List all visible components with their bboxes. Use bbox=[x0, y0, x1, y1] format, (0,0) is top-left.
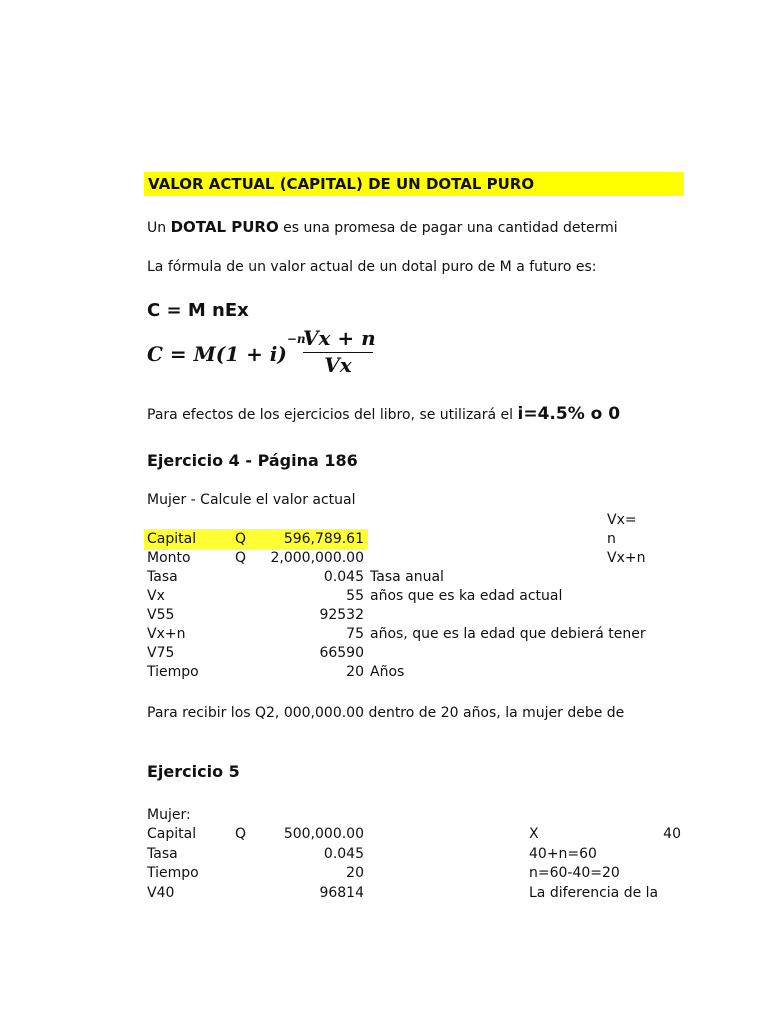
ejercicio4-row-note: Tasa anual bbox=[370, 569, 444, 585]
ejercicio4-side-1: Vx= bbox=[607, 512, 637, 528]
ejercicio4-row-note: Años bbox=[370, 664, 405, 680]
intro-prefix: Un bbox=[147, 220, 171, 236]
note-text: Para efectos de los ejercicios del libro, se utilizará el bbox=[147, 407, 518, 423]
ejercicio5-side-label: 40+n=60 bbox=[529, 845, 597, 862]
ejercicio4-row-currency: Q bbox=[235, 531, 247, 547]
ejercicio4-row-note: años, que es la edad que debierá tener bbox=[370, 626, 646, 642]
ejercicio5-side-value: 40 bbox=[663, 826, 681, 842]
ejercicio4-row-value: 0.045 bbox=[323, 569, 364, 585]
title-banner bbox=[144, 172, 684, 196]
ejercicio4-row-label: V75 bbox=[147, 645, 175, 661]
ejercicio4-row-value: 75 bbox=[346, 626, 364, 642]
ejercicio5-row-value: 20 bbox=[346, 865, 364, 881]
formula-numerator: Vx + n bbox=[303, 326, 373, 353]
ejercicio4-row-label: Vx+n bbox=[147, 626, 186, 642]
ejercicio5-side-label: X bbox=[529, 826, 539, 842]
ejercicio5-subtitle: Mujer: bbox=[147, 807, 191, 823]
ejercicio5-row-label: Tasa bbox=[147, 845, 178, 862]
ejercicio4-side-2: n bbox=[607, 531, 616, 547]
ejercicio5-heading: Ejercicio 5 bbox=[147, 762, 240, 781]
ejercicio4-row-value: 66590 bbox=[319, 645, 364, 661]
formula-short: C = M nEx bbox=[147, 300, 249, 321]
ejercicio4-row-value: 2,000,000.00 bbox=[270, 550, 364, 566]
ejercicio4-row-label: Tiempo bbox=[147, 664, 199, 680]
intro-rest: es una promesa de pagar una cantidad determi bbox=[278, 220, 618, 236]
formula-lhs-text: C = M(1 + i) bbox=[147, 342, 287, 366]
ejercicio5-row-label: Capital bbox=[147, 826, 197, 842]
ejercicio4-row-value: 596,789.61 bbox=[283, 531, 364, 547]
ejercicio4-row-value: 20 bbox=[346, 664, 364, 680]
page-title: VALOR ACTUAL (CAPITAL) DE UN DOTAL PURO bbox=[148, 175, 535, 193]
intro-bold: DOTAL PURO bbox=[170, 218, 279, 236]
ejercicio4-row-label: Vx bbox=[147, 588, 165, 604]
ejercicio4-row-label: V55 bbox=[147, 607, 175, 623]
ejercicio4-side-3: Vx+n bbox=[607, 550, 646, 566]
ejercicio5-row-value: 0.045 bbox=[323, 845, 364, 862]
ejercicio4-row-note: años que es ka edad actual bbox=[370, 588, 563, 604]
ejercicio5-row-label: Tiempo bbox=[147, 865, 199, 881]
formula-lhs bbox=[147, 332, 306, 366]
ejercicio5-row-value: 500,000.00 bbox=[283, 826, 364, 842]
ejercicio4-row-label: Monto bbox=[147, 550, 191, 566]
ejercicio4-subtitle: Mujer - Calcule el valor actual bbox=[147, 492, 356, 508]
ejercicio5-row-value: 96814 bbox=[319, 884, 364, 901]
ejercicio4-row-currency: Q bbox=[235, 550, 247, 566]
formula-intro: La fórmula de un valor actual de un dotal puro de M a futuro es: bbox=[147, 259, 597, 275]
intro-paragraph bbox=[147, 218, 687, 237]
note-bold: i=4.5% o 0 bbox=[517, 404, 621, 424]
ejercicio4-heading: Ejercicio 4 - Página 186 bbox=[147, 451, 358, 470]
ejercicio4-row-label: Capital bbox=[147, 531, 197, 547]
ejercicio4-conclusion: Para recibir los Q2, 000,000.00 dentro de 20 años, la mujer debe de bbox=[147, 705, 625, 721]
ejercicio4-row-label: Tasa bbox=[147, 569, 178, 585]
ejercicio5-side-label: La diferencia de la bbox=[529, 884, 659, 901]
note-paragraph bbox=[147, 403, 687, 425]
formula-exponent: −n bbox=[286, 332, 306, 347]
formula-fraction bbox=[303, 326, 376, 377]
formula-denominator: Vx bbox=[324, 353, 352, 377]
ejercicio4-row-value: 92532 bbox=[319, 607, 364, 623]
ejercicio5-row-currency: Q bbox=[235, 826, 247, 842]
ejercicio5-row-label: V40 bbox=[147, 884, 175, 901]
ejercicio5-side-label: n=60-40=20 bbox=[529, 865, 620, 881]
ejercicio4-row-value: 55 bbox=[346, 588, 364, 604]
